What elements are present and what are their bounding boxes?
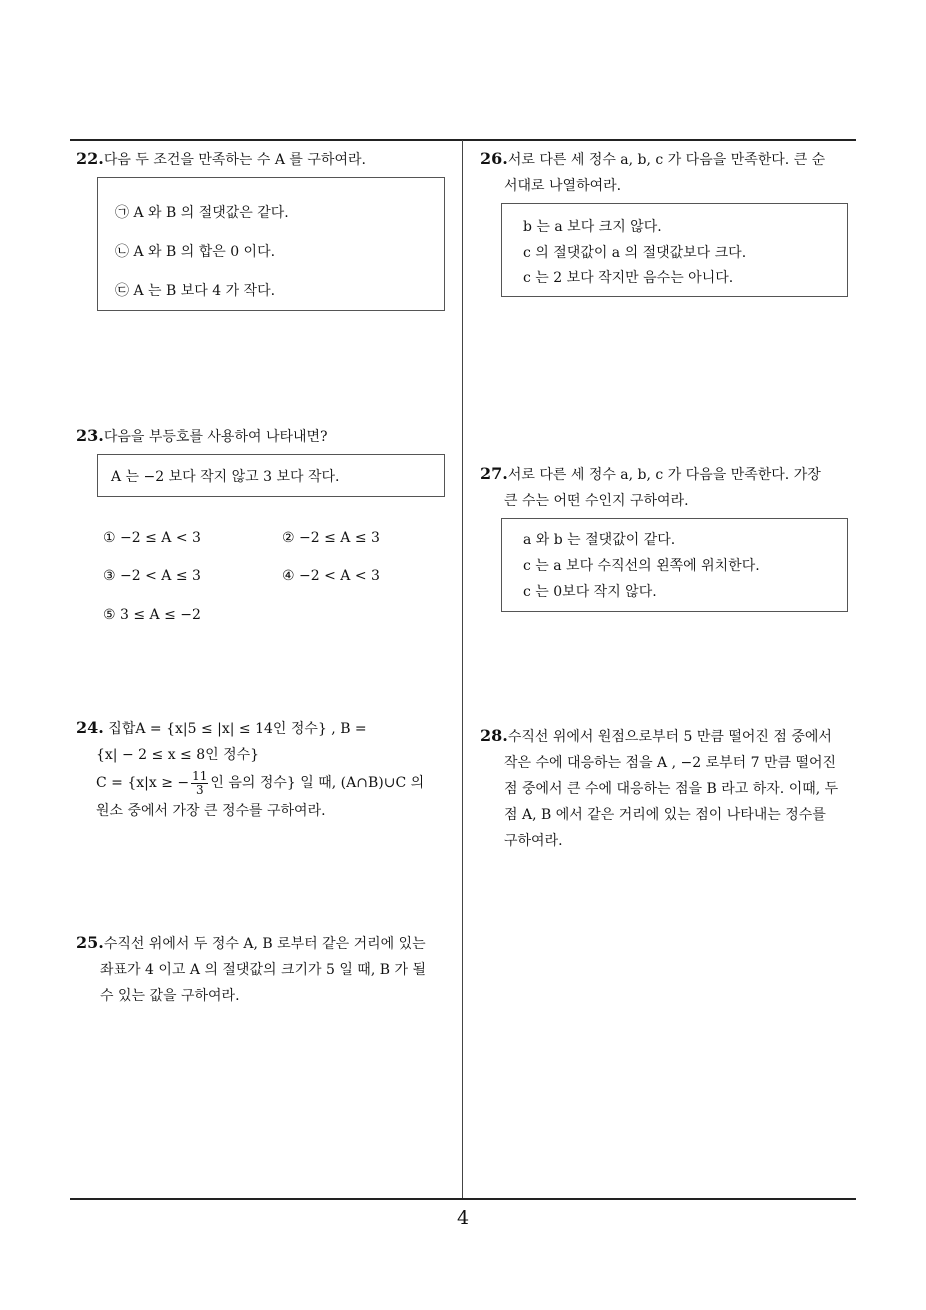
set-c-suffix: 인 음의 정수} 일 때, (A∩B)∪C 의	[210, 775, 425, 791]
stem-line-2: 서대로 나열하여라.	[504, 178, 622, 194]
option-2[interactable]: ② −2 ≤ A ≤ 3	[282, 530, 380, 546]
stem-line-5: 구하여라.	[504, 833, 563, 849]
stem-line-2: 작은 수에 대응하는 점을 A , −2 로부터 7 만큼 떨어진	[504, 755, 837, 771]
question-25	[76, 930, 458, 1009]
option-3[interactable]: ③ −2 < A ≤ 3	[103, 568, 201, 584]
set-c-prefix: C = {x|x ≥ −	[96, 775, 190, 791]
condition-box	[501, 203, 848, 297]
condition-3: ㉢ A 는 B 보다 4 가 작다.	[115, 283, 276, 299]
stem-line-2: 큰 수는 어떤 수인지 구하여라.	[504, 493, 689, 509]
question-number: 24.	[76, 718, 104, 737]
question-number: 22.	[76, 149, 104, 168]
question-27	[480, 461, 860, 514]
condition-2: ㉡ A 와 B 의 합은 0 이다.	[115, 244, 276, 260]
condition-box	[501, 518, 848, 612]
condition-1: b 는 a 보다 크지 않다.	[523, 219, 662, 235]
question-stem: 원소 중에서 가장 큰 정수를 구하여라.	[96, 803, 326, 819]
question-23	[76, 423, 328, 450]
set-c-line	[76, 768, 458, 798]
question-number: 28.	[480, 726, 508, 745]
option-5[interactable]: ⑤ 3 ≤ A ≤ −2	[103, 607, 201, 623]
bottom-rule	[70, 1198, 856, 1200]
top-rule	[70, 139, 856, 141]
fraction-denominator: 3	[195, 782, 204, 797]
stem-line-3: 수 있는 값을 구하여라.	[100, 988, 240, 1004]
stem-line-2: 좌표가 4 이고 A 의 절댓값의 크기가 5 일 때, B 가 될	[100, 962, 426, 978]
question-number: 27.	[480, 464, 508, 483]
condition-3: c 는 2 보다 작지만 음수는 아니다.	[523, 270, 734, 286]
condition-2: c 의 절댓값이 a 의 절댓값보다 크다.	[523, 245, 747, 261]
condition-2: c 는 a 보다 수직선의 왼쪽에 위치한다.	[523, 558, 760, 574]
stem-line-1: 서로 다른 세 정수 a, b, c 가 다음을 만족한다. 가장	[507, 467, 821, 483]
question-number: 25.	[76, 933, 104, 952]
question-number: 23.	[76, 426, 104, 445]
set-b-line: {x| − 2 ≤ x ≤ 8인 정수}	[96, 747, 260, 763]
column-divider	[462, 140, 463, 1198]
stem-line-3: 점 중에서 큰 수에 대응하는 점을 B 라고 하자. 이때, 두	[504, 781, 839, 797]
question-28	[480, 723, 860, 854]
statement-box	[97, 454, 445, 497]
question-24	[76, 715, 458, 824]
option-1[interactable]: ① −2 ≤ A < 3	[103, 530, 201, 546]
stem-line-4: 점 A, B 에서 같은 거리에 있는 점이 나타내는 정수를	[504, 807, 826, 823]
question-22	[76, 146, 366, 173]
fraction	[191, 770, 208, 797]
stem-line-1: 수직선 위에서 원점으로부터 5 만큼 떨어진 점 중에서	[507, 729, 832, 745]
condition-box	[97, 177, 445, 311]
question-stem: 다음 두 조건을 만족하는 수 A 를 구하여라.	[103, 152, 366, 168]
condition-1: a 와 b 는 절댓값이 같다.	[523, 532, 676, 548]
stem-line-1: 수직선 위에서 두 정수 A, B 로부터 같은 거리에 있는	[103, 936, 426, 952]
statement: A 는 −2 보다 작지 않고 3 보다 작다.	[111, 469, 340, 485]
condition-3: c 는 0보다 작지 않다.	[523, 584, 657, 600]
question-number: 26.	[480, 149, 508, 168]
page-number: 4	[456, 1207, 470, 1229]
question-26	[480, 146, 860, 199]
question-stem: 다음을 부등호를 사용하여 나타내면?	[103, 429, 328, 445]
stem-line-1: 서로 다른 세 정수 a, b, c 가 다음을 만족한다. 큰 순	[507, 152, 826, 168]
set-a-line: 집합A = {x|5 ≤ |x| ≤ 14인 정수} , B =	[108, 721, 367, 737]
fraction-numerator: 11	[192, 768, 208, 783]
condition-1: ㉠ A 와 B 의 절댓값은 같다.	[115, 205, 289, 221]
option-4[interactable]: ④ −2 < A < 3	[282, 568, 380, 584]
